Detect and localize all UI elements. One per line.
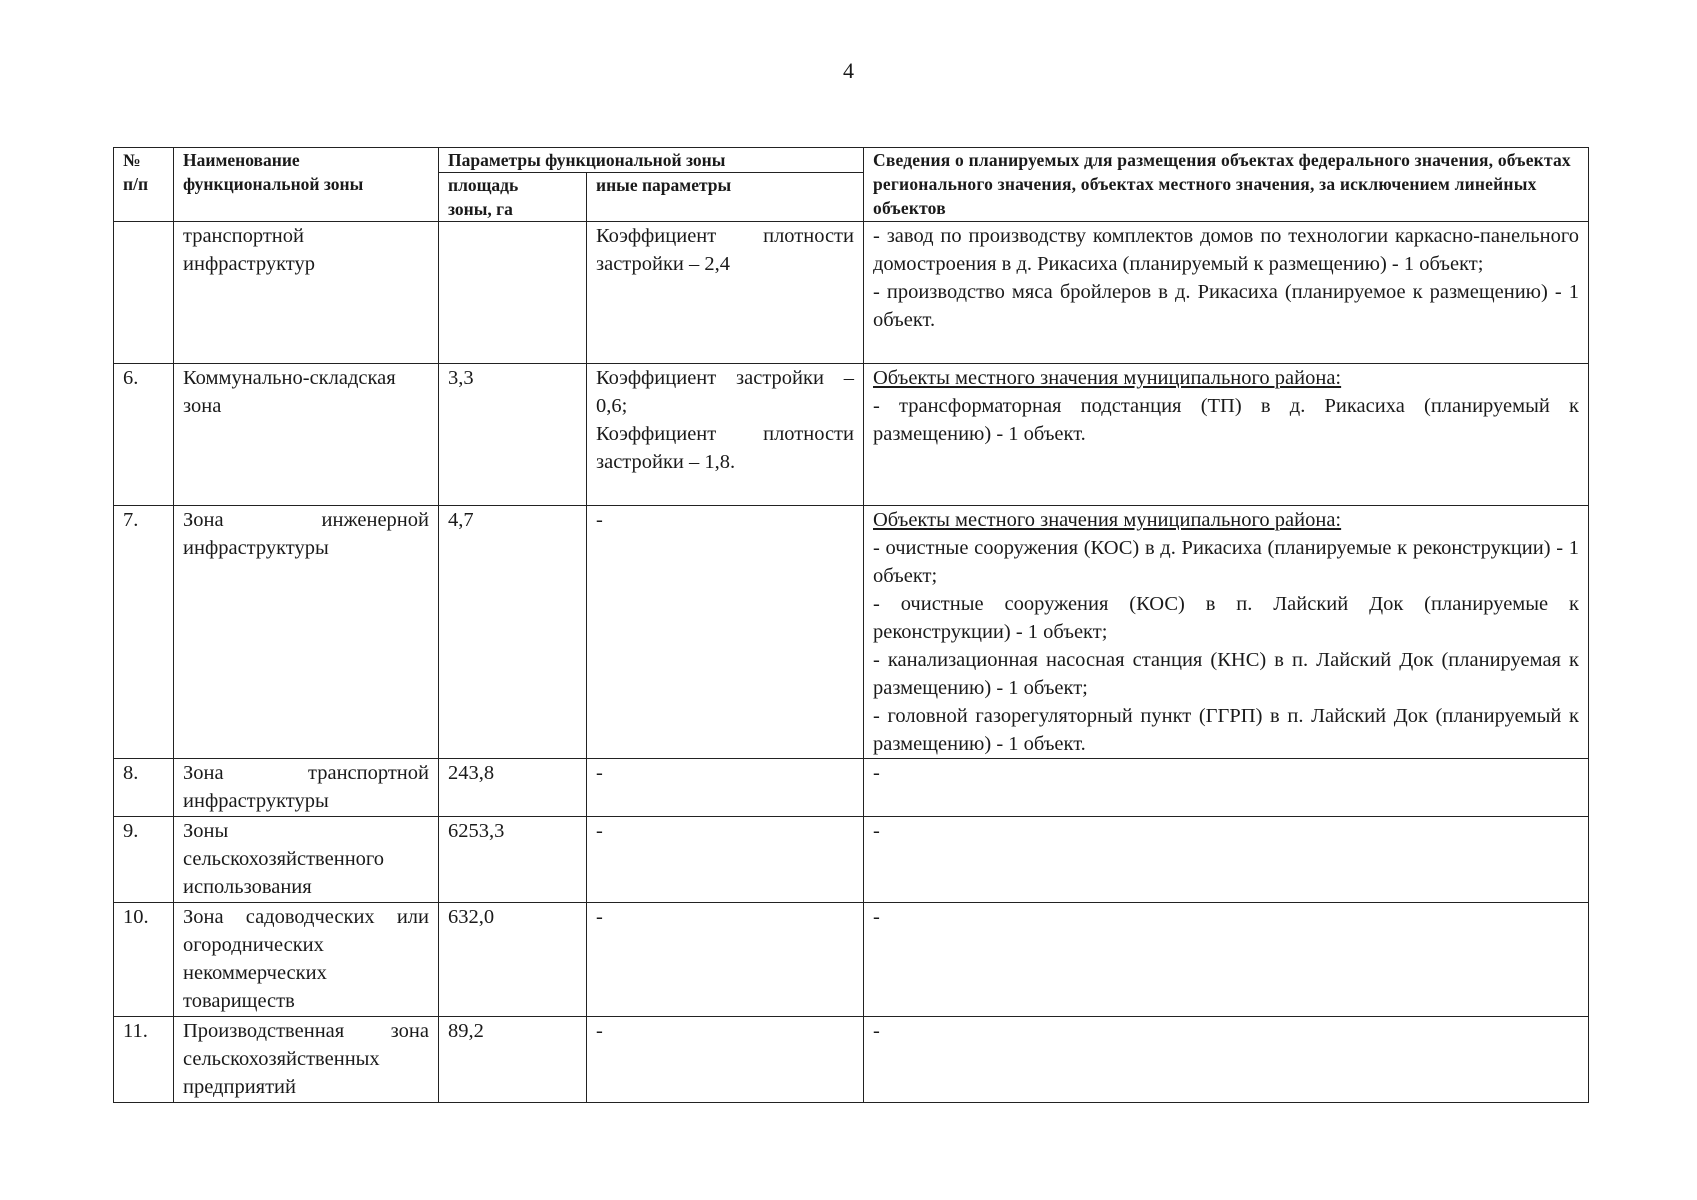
- header-info: Сведения о планируемых для размещения объектах федерального значения, объектах регионального значения, объектах местного значения, за исключением линейных объектов: [864, 148, 1589, 222]
- planned-object-item: -: [873, 820, 880, 842]
- param-item: -: [596, 906, 603, 928]
- table-row: [114, 222, 1589, 364]
- table-row: [114, 759, 1589, 817]
- functional-zones-table: [113, 147, 1589, 1103]
- header-zone-name: Наименование функциональной зоны: [174, 148, 439, 222]
- planned-objects-cell: [864, 759, 1589, 817]
- param-item: Коэффициент плотности застройки – 2,4: [596, 225, 854, 275]
- zone-name: Зоны сельскохозяйственного использования: [183, 820, 385, 898]
- header-area: площадь зоны, га: [439, 173, 587, 222]
- other-params-cell: [587, 1017, 864, 1103]
- row-number-text: 6.: [123, 367, 139, 389]
- other-params-cell: [587, 817, 864, 903]
- planned-object-item: -: [873, 1020, 880, 1042]
- page-number: 4: [843, 58, 854, 83]
- zone-area-cell: [439, 364, 587, 506]
- row-number: [114, 1017, 174, 1103]
- zone-area: 4,7: [448, 509, 474, 531]
- row-number: [114, 903, 174, 1017]
- param-item: Коэффициент застройки – 0,6;: [596, 367, 854, 417]
- zone-area: 3,3: [448, 367, 474, 389]
- row-number: [114, 817, 174, 903]
- zone-name-cell: [174, 817, 439, 903]
- zone-name: Зона транспортной инфраструктуры: [183, 762, 429, 812]
- other-params-cell: [587, 506, 864, 759]
- zone-name: Зона садоводческих или огороднических некоммерческих товариществ: [183, 906, 429, 1012]
- planned-objects-cell: [864, 1017, 1589, 1103]
- planned-object-item: -: [873, 906, 880, 928]
- zone-area: 6253,3: [448, 820, 505, 842]
- table-row: [114, 1017, 1589, 1103]
- zone-area: 632,0: [448, 906, 495, 928]
- param-item: -: [596, 1020, 603, 1042]
- zone-area: 89,2: [448, 1020, 484, 1042]
- zone-name: Коммунально-складская зона: [183, 367, 396, 417]
- zone-name: транспортной инфраструктур: [183, 225, 315, 275]
- planned-objects-cell: [864, 903, 1589, 1017]
- header-other-params: иные параметры: [587, 173, 864, 222]
- zone-name-cell: [174, 364, 439, 506]
- other-params-cell: [587, 222, 864, 364]
- table-row: [114, 817, 1589, 903]
- param-item: -: [596, 762, 603, 784]
- planned-object-item: - трансформаторная подстанция (ТП) в д. Рикасиха (планируемый к размещению) - 1 объект.: [873, 395, 1579, 445]
- planned-objects-heading: Объекты местного значения муниципального района:: [873, 509, 1342, 531]
- planned-object-item: - производство мяса бройлеров в д. Рикасиха (планируемое к размещению) - 1 объект.: [873, 281, 1579, 331]
- row-number-text: 11.: [123, 1020, 148, 1042]
- planned-objects-heading: Объекты местного значения муниципального района:: [873, 367, 1342, 389]
- table-row: [114, 506, 1589, 759]
- row-number-text: 9.: [123, 820, 139, 842]
- row-number-text: 10.: [123, 906, 149, 928]
- row-number-text: 8.: [123, 762, 139, 784]
- header-num: № п/п: [114, 148, 174, 222]
- planned-object-item: - очистные сооружения (КОС) в п. Лайский Док (планируемые к реконструкции) - 1 объект;: [873, 593, 1579, 643]
- planned-object-item: -: [873, 762, 880, 784]
- zone-name-cell: [174, 759, 439, 817]
- zone-name-cell: [174, 506, 439, 759]
- planned-objects-cell: [864, 222, 1589, 364]
- zone-area-cell: [439, 506, 587, 759]
- other-params-cell: [587, 759, 864, 817]
- param-item: -: [596, 509, 603, 531]
- header-params-group: Параметры функциональной зоны: [439, 148, 864, 173]
- planned-object-item: - канализационная насосная станция (КНС) в п. Лайский Док (планируемая к размещению) - 1 объект;: [873, 649, 1579, 699]
- zone-area: 243,8: [448, 762, 495, 784]
- planned-objects-cell: [864, 506, 1589, 759]
- planned-object-item: - завод по производству комплектов домов по технологии каркасно-панельного домостроения в д. Рикасиха (планируемый к размещению) - 1 объект;: [873, 225, 1579, 275]
- zone-name-cell: [174, 1017, 439, 1103]
- planned-objects-cell: [864, 364, 1589, 506]
- zone-name-cell: [174, 222, 439, 364]
- param-item: -: [596, 820, 603, 842]
- table-row: [114, 903, 1589, 1017]
- other-params-cell: [587, 903, 864, 1017]
- table-body: [114, 222, 1589, 1103]
- row-number: [114, 364, 174, 506]
- zone-area-cell: [439, 1017, 587, 1103]
- zone-area-cell: [439, 222, 587, 364]
- table-row: [114, 364, 1589, 506]
- planned-object-item: - головной газорегуляторный пункт (ГГРП) в п. Лайский Док (планируемый к размещению) - 1 объект.: [873, 705, 1579, 755]
- zone-name: Зона инженерной инфраструктуры: [183, 509, 429, 559]
- row-number: [114, 506, 174, 759]
- planned-objects-cell: [864, 817, 1589, 903]
- zone-area-cell: [439, 759, 587, 817]
- planned-object-item: - очистные сооружения (КОС) в д. Рикасиха (планируемые к реконструкции) - 1 объект;: [873, 537, 1579, 587]
- other-params-cell: [587, 364, 864, 506]
- row-number: [114, 222, 174, 364]
- table-header-row: [114, 148, 1589, 173]
- param-item: Коэффициент плотности застройки – 1,8.: [596, 423, 854, 473]
- zone-area-cell: [439, 903, 587, 1017]
- zone-name-cell: [174, 903, 439, 1017]
- row-number-text: 7.: [123, 509, 139, 531]
- zone-area-cell: [439, 817, 587, 903]
- zone-name: Производственная зона сельскохозяйственных предприятий: [183, 1020, 429, 1098]
- row-number: [114, 759, 174, 817]
